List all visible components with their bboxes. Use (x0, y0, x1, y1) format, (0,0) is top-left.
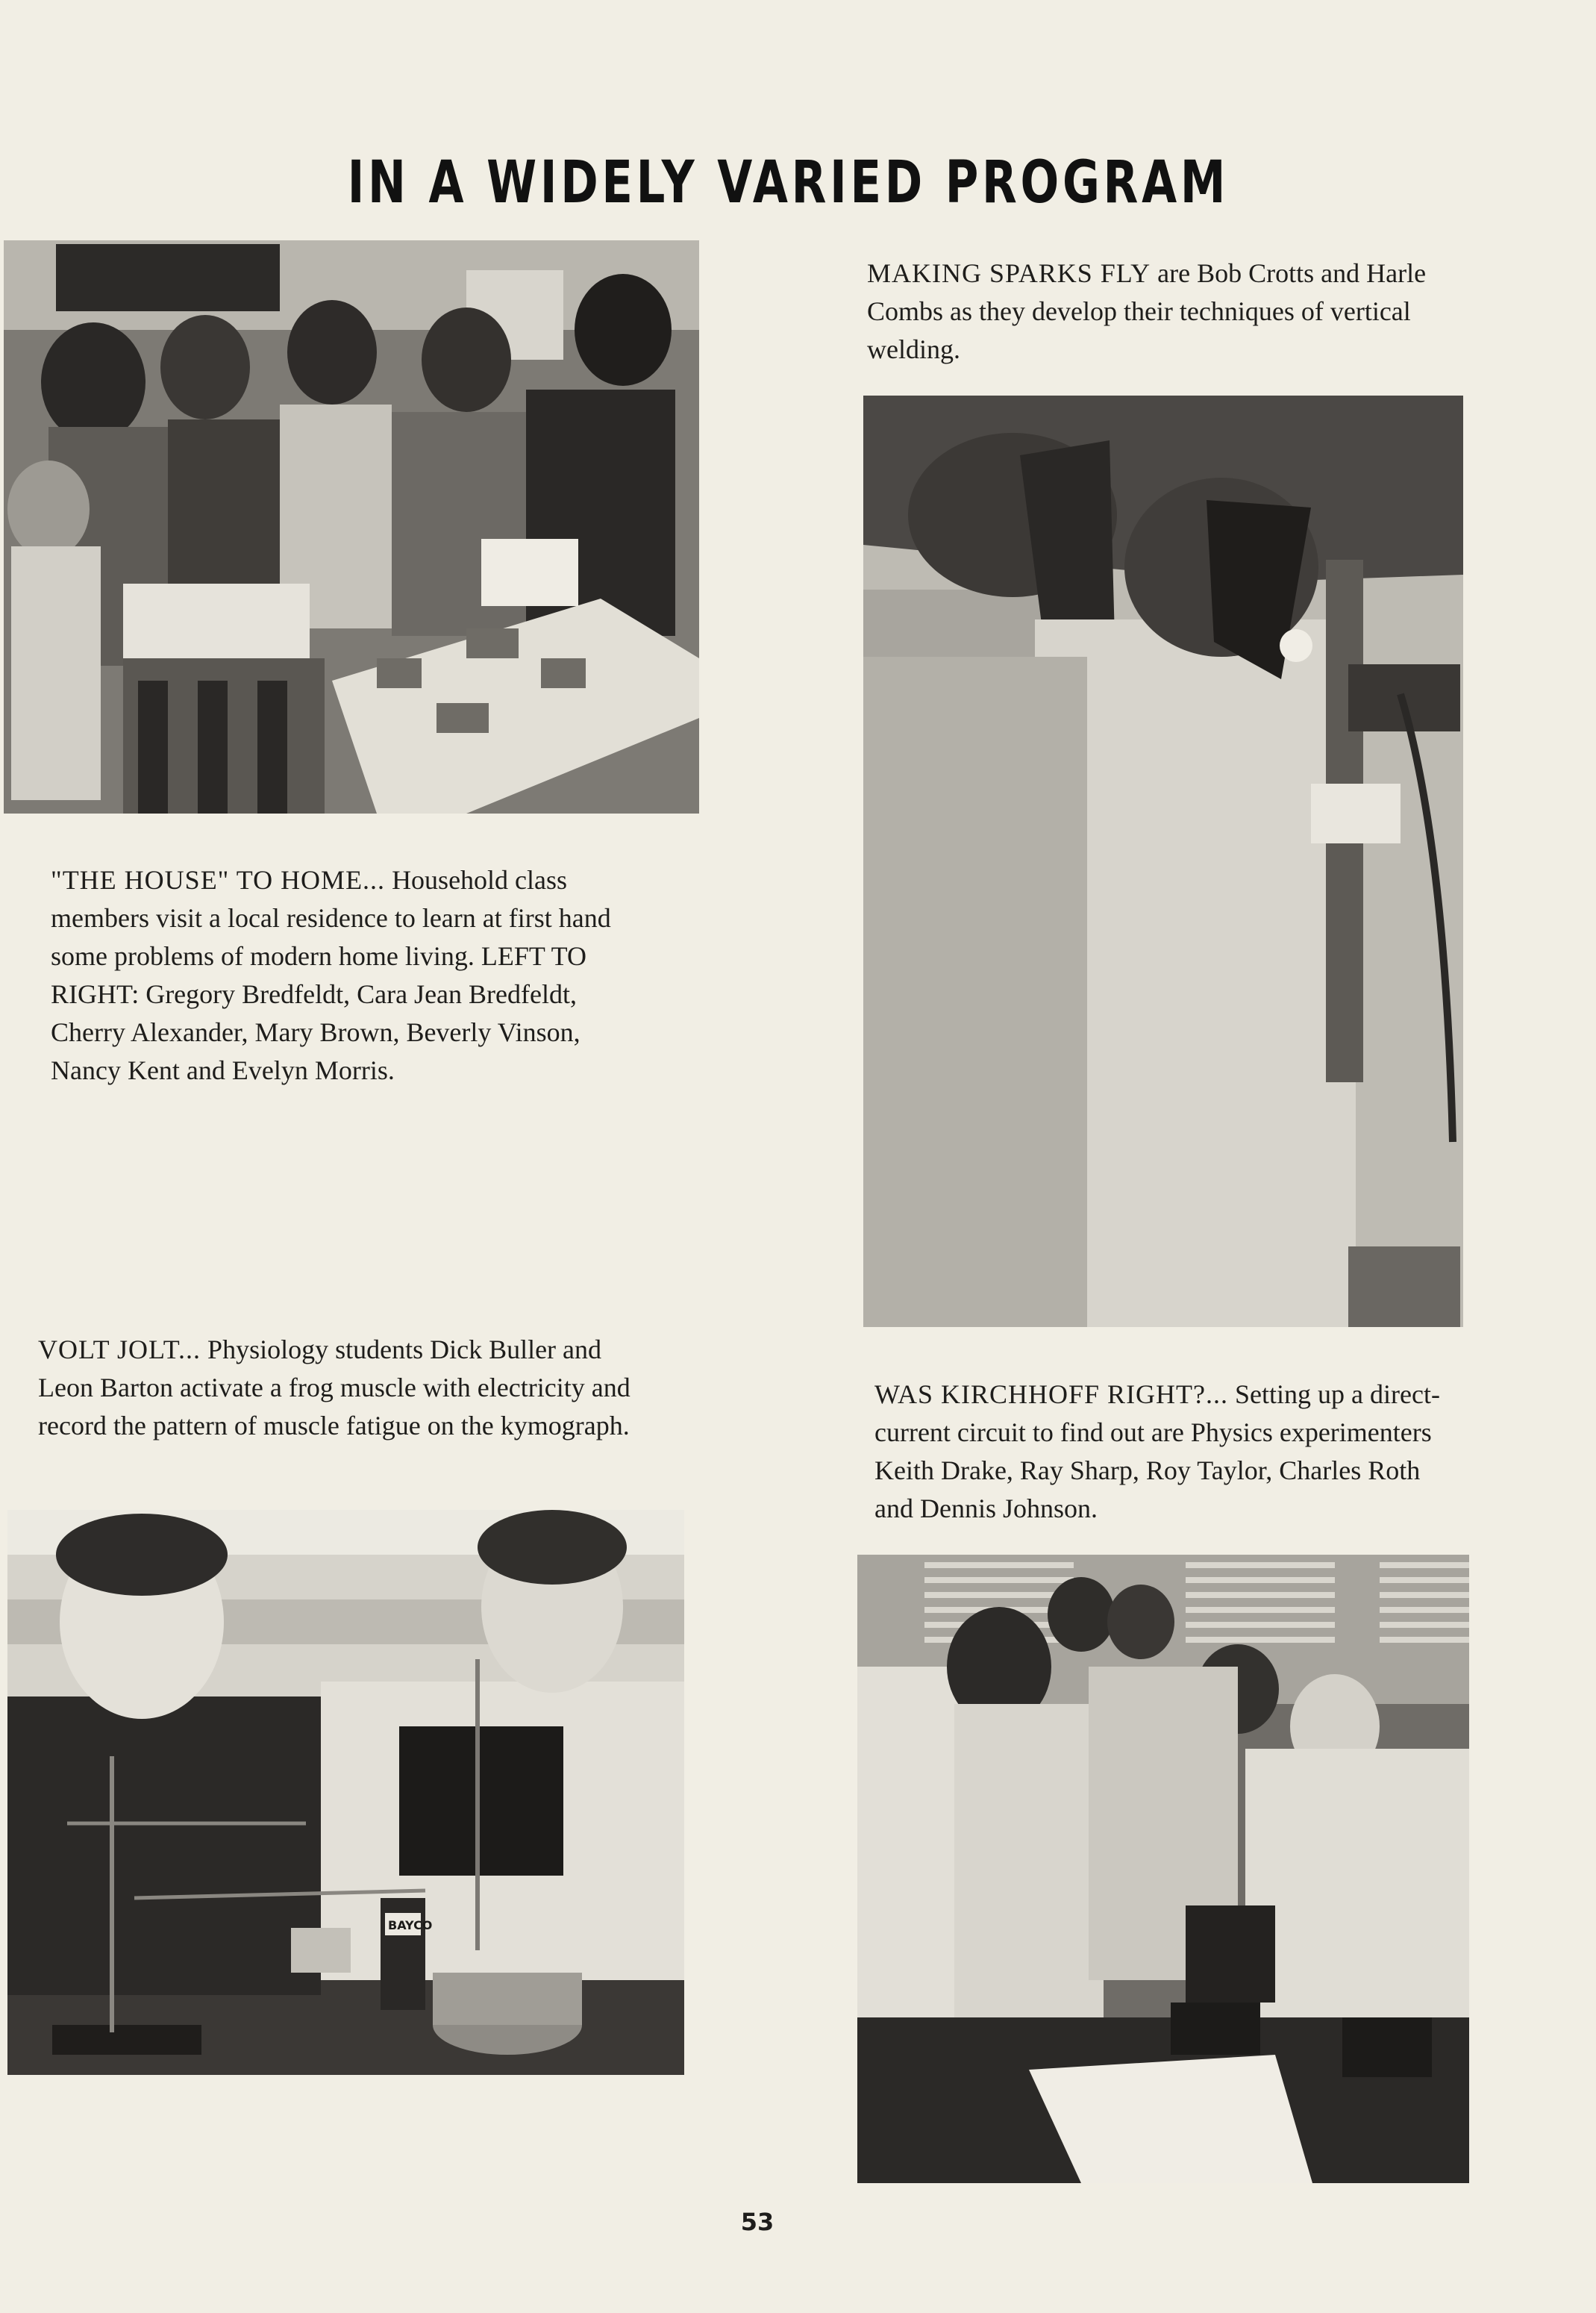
kirchhoff-caption-body: Setting up a direct-current circuit to find out are Physics experimenters Keith Drake, Ray Sharp, Roy Taylor, Charles Roth and Dennis Johnson. (874, 1379, 1440, 1523)
welding-caption (867, 255, 1464, 369)
physiology-photo (7, 1510, 684, 2075)
physics-photo (857, 1555, 1469, 2183)
kirchhoff-caption (874, 1376, 1464, 1528)
welding-photo (863, 396, 1463, 1327)
volt-caption-lead: VOLT JOLT... (38, 1335, 201, 1364)
volt-caption-body: Physiology students Dick Buller and Leon Barton activate a frog muscle with electricity and record the pattern of muscle fatigue on the kymograph. (38, 1335, 630, 1440)
welding-illustration (863, 396, 1463, 1327)
welding-caption-body: are Bob Crotts and Harle Combs as they develop their techniques of vertical welding. (867, 258, 1427, 364)
battery-label: BAYCO (388, 1918, 433, 1932)
volt-jolt-caption (38, 1331, 650, 1445)
household-caption-lead: "THE HOUSE" TO HOME... (51, 865, 386, 895)
household-caption-body: Household class members visit a local residence to learn at first hand some problems of modern home living. LEFT TO RIGHT: Gregory Bredfeldt, Cara Jean Bredfeldt, Cherry Alexander, Mary Brown, Beverly Vinson, Nancy Kent and Evelyn Morris. (51, 865, 611, 1085)
page-title: IN A WIDELY VARIED PROGRAM (347, 149, 1230, 216)
household-class-photo (4, 240, 699, 814)
household-class-illustration (4, 240, 699, 814)
physiology-illustration (7, 1510, 684, 2075)
physics-illustration (857, 1555, 1469, 2183)
household-class-caption (51, 861, 648, 1090)
kirchhoff-caption-lead: WAS KIRCHHOFF RIGHT?... (874, 1379, 1229, 1409)
page-number: 53 (740, 2208, 774, 2236)
welding-caption-lead: MAKING SPARKS FLY (867, 258, 1151, 288)
